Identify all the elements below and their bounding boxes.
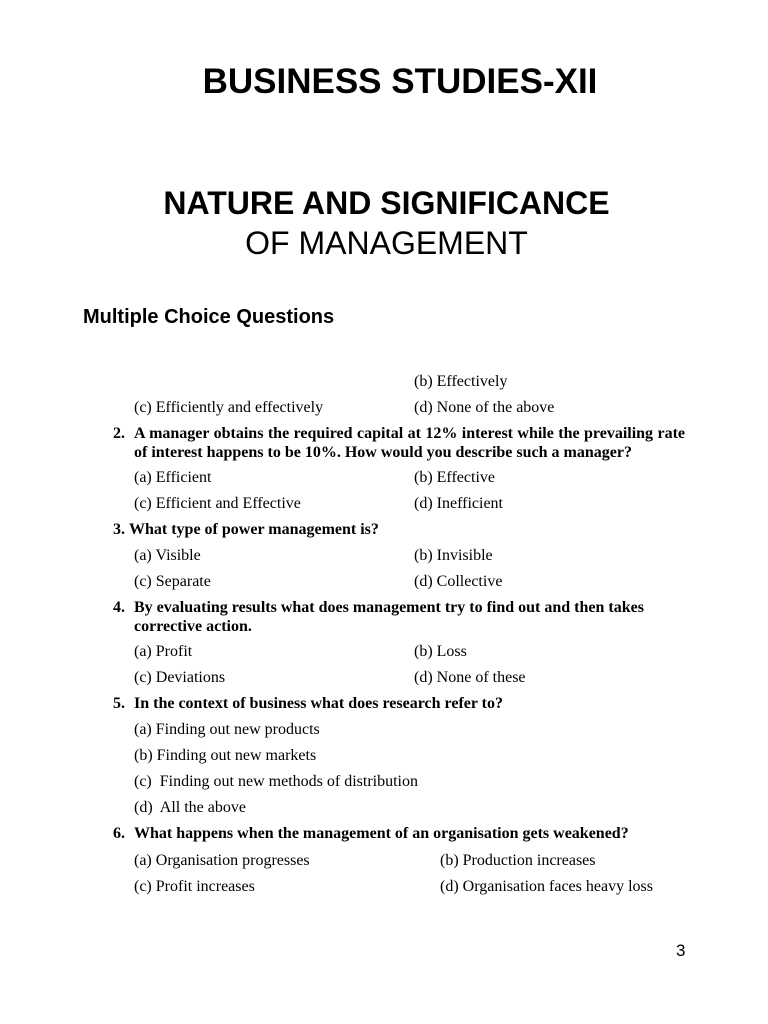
q6-number: 6. [113, 825, 125, 842]
q4-option-b: (b) Loss [414, 643, 467, 660]
q2-option-d: (d) Inefficient [414, 495, 503, 512]
q4-option-d: (d) None of these [414, 669, 526, 686]
q6-option-b: (b) Production increases [440, 852, 596, 869]
q6-option-d: (d) Organisation faces heavy loss [440, 878, 653, 895]
q1-option-b: (b) Effectively [414, 373, 508, 390]
q2-option-a: (a) Efficient [134, 469, 212, 486]
q6-option-a: (a) Organisation progresses [134, 852, 310, 869]
q6-option-c: (c) Profit increases [134, 878, 255, 895]
q5-text: In the context of business what does research refer to? [134, 695, 504, 712]
q3-option-c: (c) Separate [134, 573, 211, 590]
q4-text: By evaluating results what does management try to find out and then takes corrective action. [134, 599, 644, 635]
q3-option-a: (a) Visible [134, 547, 201, 564]
q3-option-b: (b) Invisible [414, 547, 493, 564]
q2-option-b: (b) Effective [414, 469, 495, 486]
q4-option-c: (c) Deviations [134, 669, 226, 686]
q3-text: What type of power management is? [129, 521, 379, 538]
q3-number: 3. [113, 521, 125, 538]
q4-option-a: (a) Profit [134, 643, 193, 660]
chapter-title: NATURE AND SIGNIFICANCE [163, 185, 610, 221]
q5-option-d: (d) All the above [134, 799, 246, 816]
q2-option-c: (c) Efficient and Effective [134, 495, 301, 512]
section-heading: Multiple Choice Questions [83, 306, 335, 328]
q4-number: 4. [113, 599, 125, 616]
q3-option-d: (d) Collective [414, 573, 503, 590]
q2-number: 2. [113, 425, 125, 442]
q6-text: What happens when the management of an organisation gets weakened? [134, 825, 629, 842]
q1-option-d: (d) None of the above [414, 399, 555, 416]
page-title: BUSINESS STUDIES-XII [202, 62, 598, 101]
q1-option-c: (c) Efficiently and effectively [134, 399, 324, 416]
q5-option-a: (a) Finding out new products [134, 721, 320, 738]
q5-number: 5. [113, 695, 125, 712]
page-number: 3 [676, 941, 686, 960]
q5-option-c: (c) Finding out new methods of distribution [134, 773, 418, 790]
chapter-subtitle: OF MANAGEMENT [245, 225, 528, 261]
q5-option-b: (b) Finding out new markets [134, 747, 317, 764]
q2-text: A manager obtains the required capital at 12% interest while the prevailing rate of interest happens to be 10%. How would you describe such a manager? [134, 425, 685, 461]
